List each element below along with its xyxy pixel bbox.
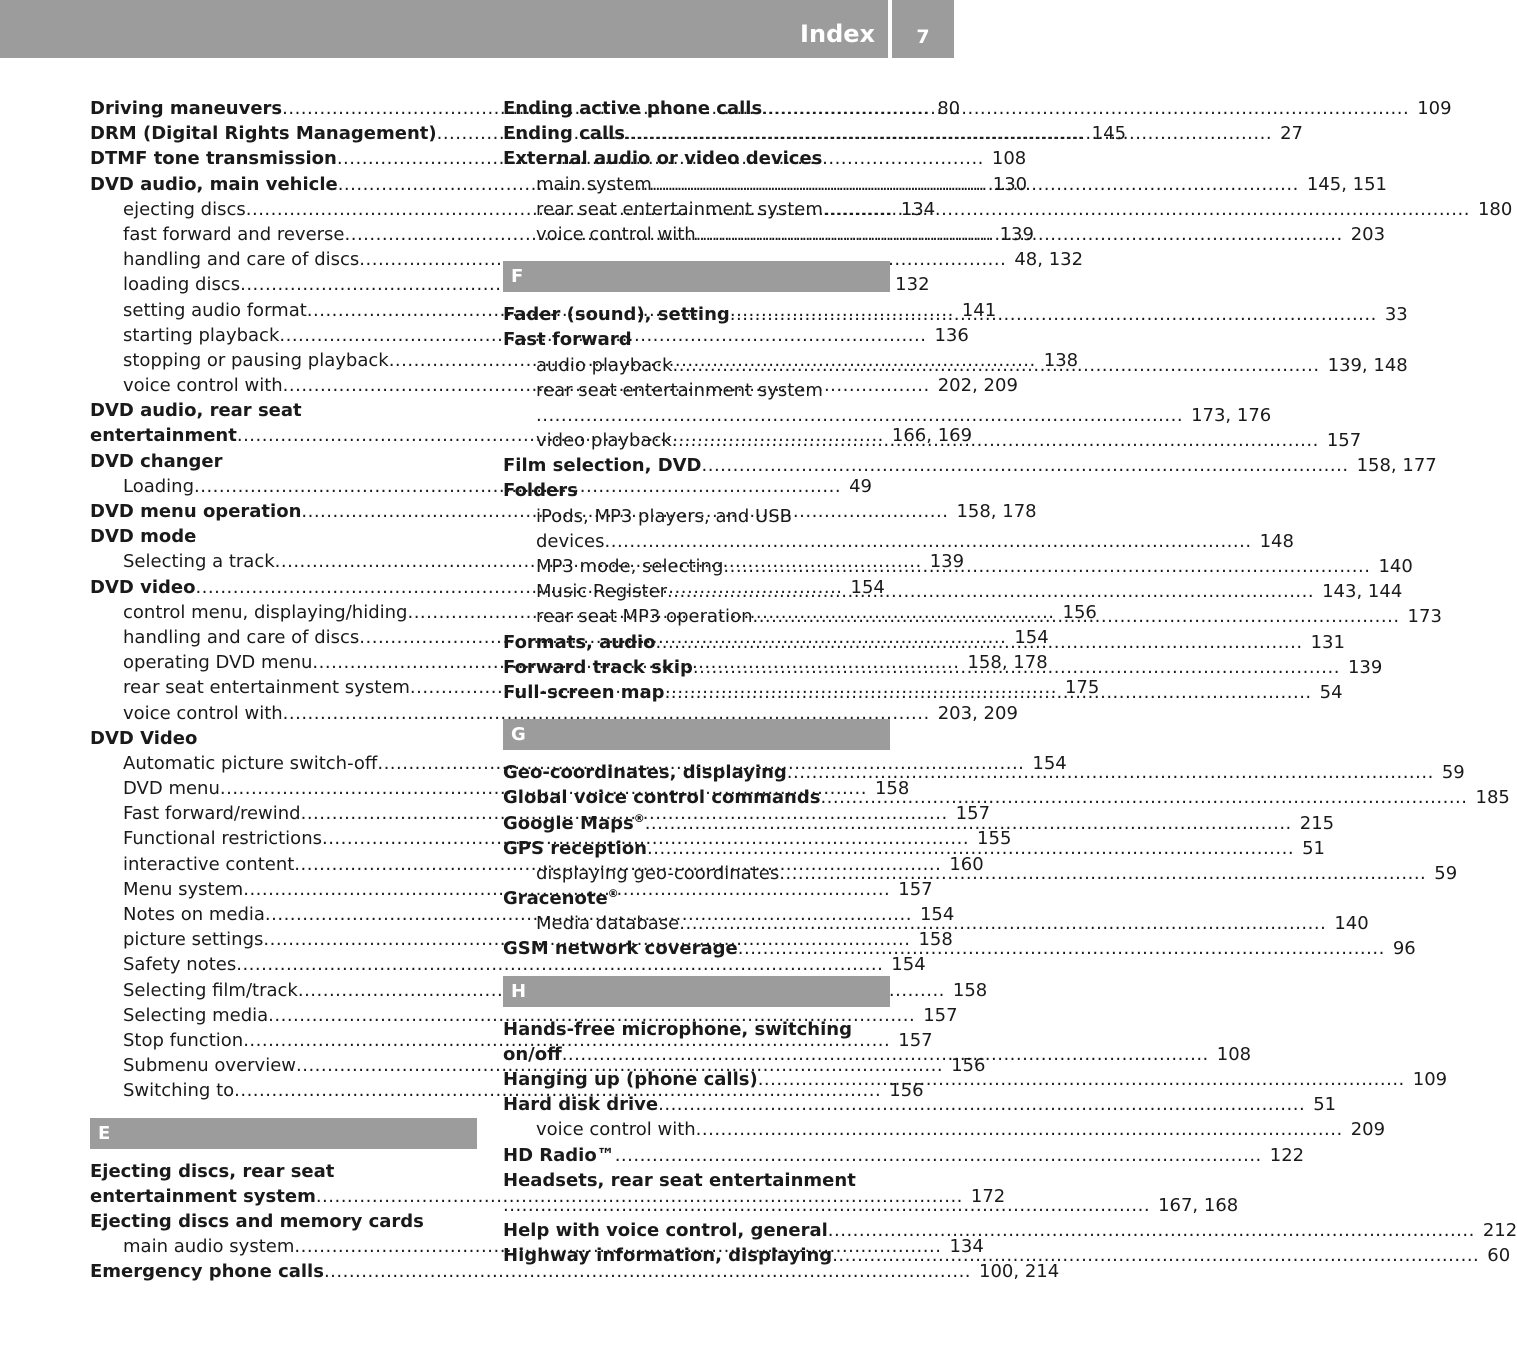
page-reference: 59 bbox=[1441, 762, 1465, 784]
entry-text: Media database bbox=[536, 913, 680, 935]
page-reference: 203, 209 bbox=[937, 702, 1018, 724]
entry-label bbox=[90, 1259, 324, 1284]
page-reference: 109 bbox=[1417, 98, 1452, 119]
entry-label bbox=[503, 453, 702, 478]
entry-label bbox=[503, 811, 645, 836]
entry-label bbox=[536, 172, 652, 197]
page-reference: 140 bbox=[1334, 913, 1369, 935]
page-reference: 156 bbox=[951, 1055, 986, 1077]
entry-label bbox=[123, 1078, 234, 1103]
entry-text: devices bbox=[536, 530, 605, 552]
entry-label bbox=[536, 197, 823, 222]
entry-text: Automatic picture switch-off bbox=[123, 752, 378, 774]
entry-label bbox=[123, 852, 294, 877]
entry-text: interactive content bbox=[123, 853, 295, 875]
entry-text: Submenu overview bbox=[123, 1055, 296, 1077]
entry-text: Safety notes bbox=[123, 954, 237, 976]
entry-text: DTMF tone transmission bbox=[90, 148, 337, 170]
index-heading bbox=[90, 524, 477, 549]
page-reference: 122 bbox=[1269, 1144, 1305, 1166]
entry-text: GPS reception bbox=[503, 837, 647, 859]
section-header-e: E bbox=[90, 1118, 477, 1149]
entry-text: Driving maneuvers bbox=[90, 98, 283, 119]
page-reference: 156 bbox=[889, 1080, 924, 1102]
page-reference: 108 bbox=[1216, 1043, 1252, 1065]
entry-text: rear seat MP3 operation bbox=[536, 606, 753, 628]
page-reference: 154 bbox=[919, 904, 955, 925]
entry-label bbox=[90, 423, 237, 448]
index-entry bbox=[90, 272, 930, 297]
entry-label bbox=[536, 579, 667, 604]
page-reference: 109 bbox=[1412, 1069, 1448, 1090]
entry-label bbox=[123, 600, 407, 625]
entry-label bbox=[123, 675, 410, 700]
entry-text: entertainment bbox=[90, 425, 237, 447]
entry-text: Ending active phone calls bbox=[503, 98, 763, 119]
entry-text: Notes on media bbox=[123, 904, 265, 925]
index-entry bbox=[90, 978, 988, 1003]
entry-text: MP3 mode, selecting bbox=[536, 556, 724, 577]
entry-text: voice control with bbox=[123, 702, 283, 724]
entry-text: Hard disk drive bbox=[503, 1094, 659, 1116]
page-reference: 157 bbox=[923, 1004, 958, 1026]
index-entry bbox=[90, 952, 926, 977]
index-entry bbox=[90, 1003, 958, 1028]
page-reference: 172 bbox=[970, 1185, 1006, 1207]
entry-text: Selecting film/track bbox=[123, 979, 298, 1001]
entry-text: Forward track skip bbox=[503, 656, 693, 678]
entry-text: voice control with bbox=[536, 223, 696, 245]
index-entry bbox=[503, 453, 1437, 478]
index-entry bbox=[503, 1218, 1517, 1243]
dot-leader bbox=[696, 1117, 1343, 1142]
page-reference: 156 bbox=[1062, 601, 1097, 623]
entry-label bbox=[123, 826, 322, 851]
entry-text: operating DVD menu bbox=[123, 652, 313, 674]
index-entry bbox=[90, 1184, 1006, 1209]
entry-text: Switching to bbox=[123, 1080, 235, 1102]
dot-leader bbox=[503, 1193, 1150, 1218]
page-reference: 180 bbox=[1477, 198, 1513, 220]
page-reference: 157 bbox=[898, 878, 933, 900]
entry-text: HD Radio™ bbox=[503, 1144, 615, 1166]
dot-leader bbox=[696, 222, 1343, 247]
dot-leader bbox=[762, 96, 1409, 121]
page-reference: 138 bbox=[1043, 349, 1079, 371]
page-reference: 143, 144 bbox=[1322, 581, 1403, 603]
dot-leader bbox=[752, 604, 1399, 629]
dot-leader bbox=[828, 1218, 1475, 1243]
entry-label bbox=[123, 650, 312, 675]
dot-leader bbox=[658, 1092, 1305, 1117]
entry-text: DVD audio, main vehicle bbox=[90, 173, 338, 195]
entry-text: displaying geo-coordinates bbox=[536, 862, 780, 884]
dot-leader bbox=[625, 121, 1272, 146]
entry-label bbox=[503, 96, 762, 121]
page-reference: 154 bbox=[891, 954, 926, 976]
page-title: Index bbox=[800, 20, 875, 48]
page-reference: 157 bbox=[1326, 430, 1362, 452]
entry-text: Music Register bbox=[536, 581, 668, 603]
page-reference: 157 bbox=[955, 803, 991, 825]
entry-text: Formats, audio bbox=[503, 631, 656, 653]
entry-label: Ejecting discs and memory cards bbox=[90, 1210, 424, 1232]
entry-text: Fast forward/rewind bbox=[123, 803, 301, 825]
entry-text: Global voice control commands bbox=[503, 787, 821, 809]
entry-label bbox=[503, 121, 625, 146]
entry-text: rear seat entertainment system bbox=[536, 198, 823, 220]
page-reference: 167, 168 bbox=[1158, 1194, 1239, 1216]
section-header-f: F bbox=[503, 261, 890, 292]
entry-label bbox=[503, 1143, 615, 1168]
page-reference: 54 bbox=[1319, 681, 1343, 703]
dot-leader bbox=[665, 680, 1312, 705]
entry-label bbox=[536, 911, 679, 936]
entry-label: Gracenote bbox=[503, 888, 608, 910]
registered-mark: ® bbox=[633, 811, 645, 825]
entry-label bbox=[503, 655, 693, 680]
entry-label bbox=[503, 760, 787, 785]
index-entry bbox=[90, 247, 1084, 272]
page-reference: 108 bbox=[991, 148, 1027, 170]
entry-label bbox=[536, 353, 673, 378]
entry-label: Fast forward bbox=[503, 329, 632, 351]
page-reference: 33 bbox=[1384, 304, 1408, 326]
dot-leader bbox=[693, 655, 1340, 680]
entry-label bbox=[123, 373, 283, 398]
page-reference: 51 bbox=[1302, 837, 1325, 859]
entry-text: video playback bbox=[536, 430, 672, 452]
entry-label: iPods, MP3 players, and USB bbox=[536, 505, 792, 527]
entry-text: entertainment system bbox=[90, 1185, 316, 1207]
page-reference: 145 bbox=[1091, 123, 1127, 145]
dot-leader bbox=[605, 529, 1252, 554]
entry-label bbox=[503, 1092, 658, 1117]
page-number-box bbox=[892, 0, 954, 58]
index-heading bbox=[503, 327, 890, 352]
index-heading bbox=[90, 1159, 477, 1184]
page-reference: 27 bbox=[1280, 123, 1303, 145]
dot-leader bbox=[645, 811, 1292, 836]
index-heading bbox=[503, 478, 890, 503]
entry-label bbox=[123, 323, 279, 348]
page-reference: 145, 151 bbox=[1306, 173, 1387, 195]
entry-label: Hands-free microphone, switching bbox=[503, 1018, 852, 1040]
entry-label: rear seat entertainment system bbox=[536, 379, 823, 401]
entry-label bbox=[90, 172, 338, 197]
page-reference: 60 bbox=[1487, 1245, 1511, 1267]
entry-label bbox=[90, 96, 282, 121]
page-reference: 212 bbox=[1482, 1220, 1517, 1242]
entry-label: DVD Video bbox=[90, 727, 198, 749]
page-reference: 59 bbox=[1434, 862, 1458, 884]
entry-text: rear seat entertainment system bbox=[123, 677, 410, 699]
entry-text: Menu system bbox=[123, 878, 244, 900]
page-reference: 51 bbox=[1313, 1094, 1337, 1116]
dot-leader bbox=[702, 453, 1349, 478]
page-reference: 160 bbox=[949, 853, 984, 875]
index-heading bbox=[90, 449, 477, 474]
entry-label bbox=[123, 1234, 294, 1259]
index-heading bbox=[503, 146, 890, 171]
page-reference: 141 bbox=[961, 299, 997, 321]
entry-label bbox=[123, 701, 283, 726]
entry-label: Headsets, rear seat entertainment bbox=[503, 1169, 856, 1191]
section-header-h: H bbox=[503, 976, 890, 1007]
page-reference: 158 bbox=[874, 778, 910, 800]
page-reference: 80 bbox=[937, 98, 961, 119]
entry-label bbox=[123, 1053, 296, 1078]
entry-label bbox=[123, 751, 377, 776]
dot-leader bbox=[536, 403, 1183, 428]
dot-leader bbox=[820, 785, 1467, 810]
page-reference: 130 bbox=[992, 173, 1028, 195]
entry-label bbox=[123, 222, 345, 247]
entry-text: Stop function bbox=[123, 1029, 244, 1051]
entry-label: External audio or video devices bbox=[503, 148, 823, 170]
entry-text: Geo-coordinates, displaying bbox=[503, 762, 787, 784]
entry-text: DVD menu bbox=[123, 778, 220, 800]
entry-text: ejecting discs bbox=[123, 198, 246, 220]
page-reference: 185 bbox=[1475, 787, 1510, 809]
entry-text: main audio system bbox=[123, 1236, 295, 1258]
page-reference: 139 bbox=[1347, 656, 1383, 678]
entry-label bbox=[503, 1218, 828, 1243]
page-reference: 154 bbox=[1014, 626, 1049, 648]
page-reference: 175 bbox=[1064, 677, 1100, 699]
entry-label bbox=[503, 1042, 562, 1067]
index-entry bbox=[503, 403, 1272, 428]
index-heading bbox=[503, 1168, 890, 1193]
dot-leader bbox=[758, 1067, 1405, 1092]
page-reference: 158, 177 bbox=[1356, 455, 1437, 477]
entry-text: Help with voice control, general bbox=[503, 1220, 828, 1242]
entry-label bbox=[123, 247, 359, 272]
entry-label bbox=[123, 927, 263, 952]
page-reference: 158, 178 bbox=[956, 501, 1037, 522]
page-reference: 139 bbox=[999, 223, 1034, 245]
page-reference: 158 bbox=[952, 979, 988, 1001]
entry-label bbox=[90, 146, 337, 171]
entry-text: voice control with bbox=[536, 1119, 696, 1141]
entry-label bbox=[123, 272, 240, 297]
entry-text: DVD menu operation bbox=[90, 501, 302, 522]
page-reference: 134 bbox=[949, 1236, 984, 1258]
page-reference: 203 bbox=[1350, 223, 1386, 245]
index-heading bbox=[503, 378, 890, 403]
page-reference: 157 bbox=[898, 1029, 933, 1051]
entry-text: Fader (sound), setting bbox=[503, 304, 730, 326]
index-entry bbox=[503, 1092, 1337, 1117]
index-heading bbox=[90, 398, 477, 423]
dot-leader bbox=[656, 630, 1303, 655]
entry-text: Ending calls bbox=[503, 123, 626, 145]
entry-label: DVD changer bbox=[90, 450, 223, 472]
index-entry bbox=[503, 529, 1294, 554]
dot-leader bbox=[647, 836, 1294, 861]
entry-label bbox=[90, 575, 195, 600]
page-reference: 100, 214 bbox=[979, 1261, 1060, 1283]
entry-label bbox=[123, 801, 301, 826]
page-reference: 132 bbox=[895, 274, 930, 296]
entry-text: setting audio format bbox=[123, 299, 307, 321]
entry-label bbox=[536, 554, 723, 579]
entry-label: Folders bbox=[503, 480, 578, 502]
entry-label bbox=[123, 877, 243, 902]
entry-text: Selecting a track bbox=[123, 551, 275, 573]
entry-label bbox=[123, 197, 246, 222]
entry-label bbox=[90, 121, 437, 146]
entry-label bbox=[503, 680, 665, 705]
entry-label bbox=[536, 428, 672, 453]
entry-text: control menu, displaying/hiding bbox=[123, 601, 408, 623]
entry-text: voice control with bbox=[123, 375, 283, 397]
entry-label bbox=[90, 1184, 316, 1209]
entry-text: DVD video bbox=[90, 576, 196, 598]
dot-leader bbox=[738, 936, 1385, 961]
entry-text: on/off bbox=[503, 1043, 562, 1065]
entry-text: main system bbox=[536, 173, 652, 195]
entry-label bbox=[123, 348, 389, 373]
entry-text: stopping or pausing playback bbox=[123, 349, 389, 371]
entry-text: Emergency phone calls bbox=[90, 1261, 324, 1283]
page-reference: 96 bbox=[1392, 938, 1416, 960]
index-heading bbox=[503, 504, 890, 529]
dot-leader bbox=[730, 302, 1377, 327]
page-reference: 202, 209 bbox=[937, 375, 1018, 397]
entry-label bbox=[123, 298, 307, 323]
index-heading bbox=[90, 1209, 477, 1234]
dot-leader bbox=[562, 1042, 1209, 1067]
entry-label bbox=[123, 625, 359, 650]
page-reference: 158 bbox=[918, 929, 953, 951]
section-header-g: G bbox=[503, 719, 890, 750]
entry-text: Full-screen map bbox=[503, 681, 665, 703]
entry-text: fast forward and reverse bbox=[123, 223, 345, 245]
dot-leader bbox=[615, 1143, 1262, 1168]
entry-label bbox=[123, 474, 194, 499]
header-bar bbox=[0, 0, 888, 58]
index-entry bbox=[503, 1143, 1305, 1168]
index-heading bbox=[90, 726, 477, 751]
entry-label: DVD audio, rear seat bbox=[90, 400, 302, 422]
entry-label bbox=[123, 1003, 268, 1028]
entry-text: Selecting media bbox=[123, 1004, 269, 1026]
entry-label bbox=[536, 861, 779, 886]
page-reference: 215 bbox=[1299, 812, 1335, 834]
entry-label bbox=[123, 549, 275, 574]
page-reference: 131 bbox=[1310, 631, 1345, 653]
index-entry bbox=[503, 1117, 1386, 1142]
entry-text: DRM (Digital Rights Management) bbox=[90, 123, 437, 145]
entry-label bbox=[503, 1067, 758, 1092]
index-entry bbox=[90, 701, 1018, 726]
entry-label bbox=[123, 776, 220, 801]
entry-label bbox=[123, 952, 236, 977]
entry-label bbox=[503, 936, 738, 961]
page-reference: 140 bbox=[1378, 556, 1413, 577]
entry-text: Loading bbox=[123, 475, 195, 497]
entry-label bbox=[536, 1117, 696, 1142]
dot-leader bbox=[723, 554, 1370, 579]
entry-text: starting playback bbox=[123, 324, 280, 346]
entry-text: audio playback bbox=[536, 354, 673, 376]
entry-label bbox=[536, 222, 696, 247]
index-heading bbox=[503, 1017, 890, 1042]
page-reference: 173 bbox=[1407, 606, 1442, 628]
dot-leader bbox=[667, 579, 1314, 604]
entry-label: Ejecting discs, rear seat bbox=[90, 1160, 335, 1182]
entry-text: handling and care of discs bbox=[123, 626, 360, 648]
page-reference: 166, 169 bbox=[891, 425, 973, 447]
entry-label bbox=[503, 630, 656, 655]
entry-text: Google Maps bbox=[503, 812, 634, 834]
page-reference: 139, 148 bbox=[1327, 354, 1408, 376]
registered-mark: ® bbox=[607, 887, 619, 901]
entry-text: Highway information, displaying bbox=[503, 1245, 833, 1267]
entry-text: Film selection, DVD bbox=[503, 455, 702, 477]
entry-label bbox=[503, 1243, 832, 1268]
page-reference: 158, 178 bbox=[967, 652, 1048, 674]
entry-text: GSM network coverage bbox=[503, 938, 738, 960]
page-reference: 155 bbox=[977, 828, 1012, 850]
entry-label bbox=[90, 499, 301, 524]
dot-leader bbox=[679, 911, 1326, 936]
entry-text: loading discs bbox=[123, 274, 241, 296]
page-number: 7 bbox=[916, 26, 930, 48]
page-reference: 49 bbox=[849, 475, 872, 497]
entry-text: picture settings bbox=[123, 929, 264, 951]
index-entry bbox=[503, 579, 1403, 604]
entry-text: handling and care of discs bbox=[123, 249, 360, 271]
page-reference: 139 bbox=[929, 551, 965, 573]
entry-text: Hanging up (phone calls) bbox=[503, 1069, 758, 1090]
page-reference: 154 bbox=[1032, 752, 1067, 774]
page-reference: 173, 176 bbox=[1191, 404, 1272, 426]
page-reference: 48, 132 bbox=[1014, 249, 1084, 271]
entry-label bbox=[536, 604, 752, 629]
page-reference: 148 bbox=[1259, 530, 1294, 552]
dot-leader bbox=[652, 172, 1299, 197]
page-reference: 136 bbox=[934, 324, 969, 346]
dot-leader bbox=[832, 1243, 1479, 1268]
dot-leader bbox=[787, 760, 1434, 785]
page-reference: 154 bbox=[850, 576, 885, 598]
dot-leader bbox=[779, 861, 1426, 886]
entry-label bbox=[123, 1028, 243, 1053]
entry-label bbox=[536, 529, 605, 554]
dot-leader bbox=[673, 353, 1320, 378]
index-entry bbox=[90, 1259, 1060, 1284]
entry-text: Functional restrictions bbox=[123, 828, 322, 850]
dot-leader bbox=[823, 197, 1470, 222]
entry-label bbox=[503, 836, 647, 861]
entry-label bbox=[503, 785, 820, 810]
entry-label bbox=[123, 902, 265, 927]
dot-leader bbox=[672, 428, 1319, 453]
entry-label bbox=[503, 302, 730, 327]
entry-label: DVD mode bbox=[90, 526, 197, 548]
index-heading bbox=[503, 886, 890, 911]
page-reference: 134 bbox=[900, 198, 936, 220]
entry-label bbox=[123, 978, 298, 1003]
page-reference: 209 bbox=[1350, 1119, 1386, 1141]
